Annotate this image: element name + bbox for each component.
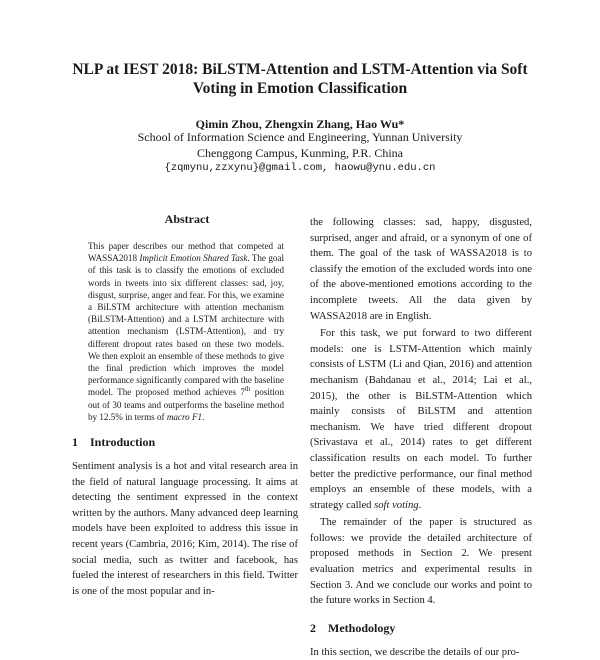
section-2-number: 2 (310, 620, 316, 635)
section-1-number: 1 (72, 435, 78, 450)
abstract-heading: Abstract (164, 212, 210, 226)
title-line-2: Voting in Emotion Classification (192, 80, 408, 97)
section-2-heading (310, 621, 532, 635)
right-column (310, 215, 532, 660)
author-list: Qimin Zhou, Zhengxin Zhang, Hao Wu* (195, 117, 405, 131)
left-column (72, 212, 298, 599)
right-paragraph-2-text: For this task, we put forward to two different models: one is LSTM-Attention which mainly consists of LSTM (Li and Qian, 2016) and attention mechanism (Bahdanau et al., 2014; Lai et al., 2015), the other is BiLSTM-Attention which mainly consists of BiLSTM and attention mechanism. We have tried different dropout (Srivastava et al., 2014) rates to get different classification results on each model. To further better the predictive performance, our final method employs an ensemble of these models, with a strategy called (310, 328, 532, 511)
abstract-text-4: . (202, 411, 205, 422)
abstract-task-name: Implicit Emotion Shared Task (139, 253, 248, 264)
abstract-text-2: . The goal of this task is to classify the emotions of excluded words in tweets into six different classes: sad, joy, disgust, surprise, anger and fear. For this, we examine a BiLSTM architecture with attention mechanism (BiLSTM-Attention) and a LSTM architecture with attention mechanism (LSTM-Attention), and try different dropout rates based on these two models. We then exploit an ensemble of these methods to give the final prediction which improves the model performance significantly compared with the baseline model. The proposed method achieves 7 (88, 253, 284, 398)
affiliation-line-1: School of Information Science and Engineering, Yunnan University (137, 130, 463, 144)
section-2-title: Methodology (328, 620, 396, 635)
section-1-heading (72, 435, 298, 449)
paper-title (70, 60, 530, 98)
right-paragraph-2-end: . (418, 499, 422, 511)
abstract-text-1: This paper describes our method that competed at WASSA2018 (88, 241, 284, 264)
abstract-text-3: position out of 30 teams and outperforms the baseline method by 12.5% in terms of (88, 387, 284, 422)
author-emails: {zqmynu,zzxynu}@gmail.com, haowu@ynu.edu.cn (164, 162, 436, 174)
affiliation-line-2: Chenggong Campus, Kunming, P.R. China (196, 145, 403, 160)
right-paragraph-3: The remainder of the paper is structured as follows: we provide the detailed architecture of proposed methods in Section 2. We present evaluation metrics and experimental results in Section 3. And we conclude our works and point to the future works in Section 4. (310, 517, 532, 607)
soft-voting-term: soft voting (374, 499, 419, 511)
rank-superscript: th (244, 385, 251, 394)
introduction-paragraph: Sentiment analysis is a hot and vital research area in the field of natural language processing. It aims at detecting the sentiment expressed in the context written by the authors. Many advanced deep learning models have been exploited to address this issue in recent years (Cambria, 2016; Kim, 2014). The rise of social media, such as twitter and facebook, has fueled the interest of researchers in this field. Twitter is one of the most popular and in- (72, 461, 298, 597)
affiliation-block (70, 130, 530, 177)
title-line-1: NLP at IEST 2018: BiLSTM-Attention and LSTM-Attention via Soft (72, 61, 528, 78)
section-1-title: Introduction (90, 435, 156, 450)
right-paragraph-1: the following classes: sad, happy, disgusted, surprised, anger and afraid, or a synonym of one of them. The goal of the task of WASSA2018 is to classify the emotion of the excluded words into one of the above-mentioned emotions according to the incomplete tweets. All the data given by WASSA2018 are in English. (310, 217, 532, 322)
right-paragraph-2 (310, 326, 532, 513)
abstract-body (88, 240, 284, 423)
abstract-metric-name: macro F1 (166, 411, 203, 422)
methodology-paragraph: In this section, we describe the details of our pro- (310, 646, 520, 658)
